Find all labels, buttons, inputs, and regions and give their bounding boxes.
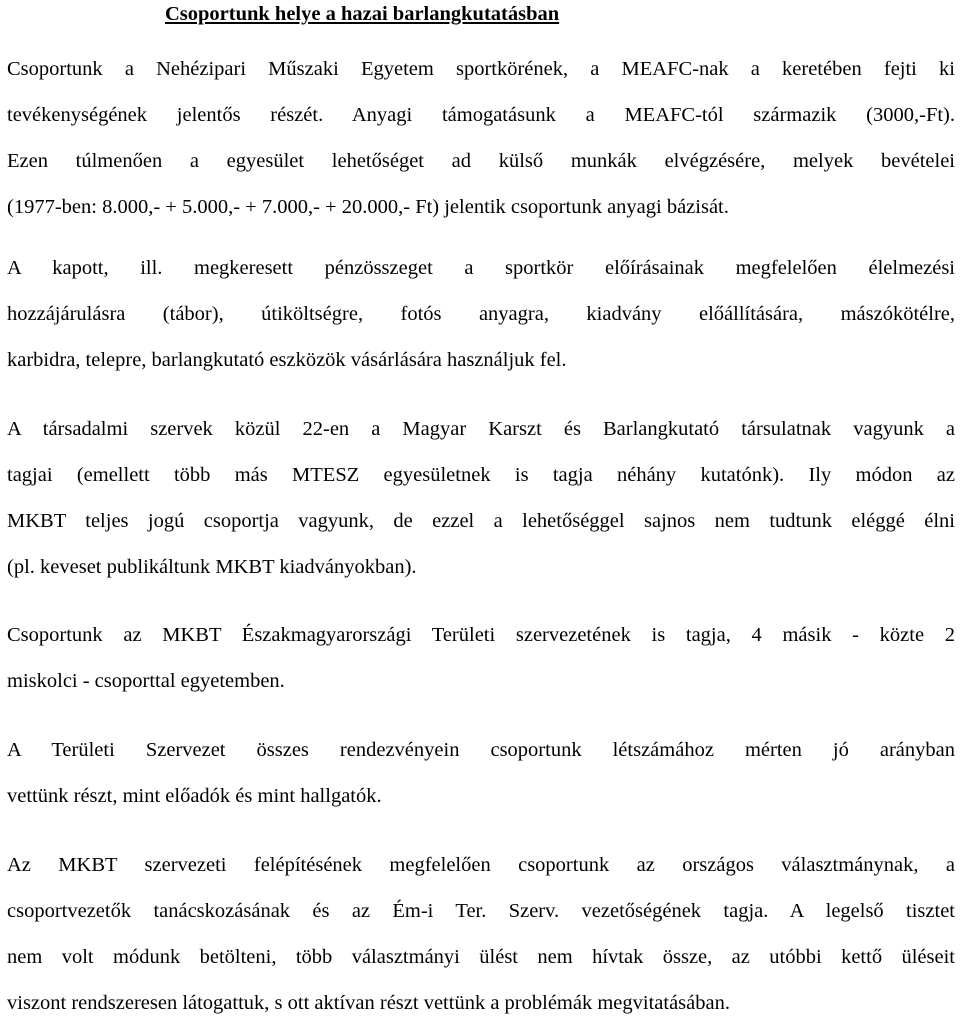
paragraph-line: csoportvezetők tanácskozásának és az Ém-i Ter. Szerv. vezetőségének tagja. A legelső tisztet [7, 900, 955, 922]
paragraph-line: miskolci - csoporttal egyetemben. [7, 670, 285, 692]
paragraph-line: (1977-ben: 8.000,- + 5.000,- + 7.000,- + 20.000,- Ft) jelentik csoportunk anyagi bázisát. [7, 196, 729, 218]
paragraph-line: A Területi Szervezet összes rendezvényein csoportunk létszámához mérten jó arányban [7, 739, 955, 761]
paragraph-line: hozzájárulásra (tábor), útiköltségre, fotós anyagra, kiadvány előállítására, mászókötélre, [7, 303, 955, 325]
paragraph-spending [7, 245, 955, 383]
paragraph-line: Az MKBT szervezeti felépítésének megfelelően csoportunk az országos választmánynak, a [7, 854, 955, 876]
paragraph-line: tevékenységének jelentős részét. Anyagi támogatásunk a MEAFC-tól származik (3000,-Ft). [7, 104, 955, 126]
paragraph-line: A társadalmi szervek közül 22-en a Magyar Karszt és Barlangkutató társulatnak vagyunk a [7, 418, 955, 440]
paragraph-line: tagjai (emellett több más MTESZ egyesületnek is tagja néhány kutatónk). Ily módon az [7, 464, 955, 486]
paragraph-line: karbidra, telepre, barlangkutató eszközök vásárlására használjuk fel. [7, 349, 567, 371]
paragraph-membership [7, 406, 955, 590]
paragraph-line: viszont rendszeresen látogattuk, s ott aktívan részt vettünk a problémák megvitatásában. [7, 992, 730, 1014]
paragraph-line: nem volt módunk betölteni, több választmányi ülést nem hívtak össze, az utóbbi kettő üléseit [7, 946, 955, 968]
paragraph-line: MKBT teljes jogú csoportja vagyunk, de ezzel a lehetőséggel sajnos nem tudtunk eléggé élni [7, 510, 955, 532]
paragraph-events [7, 727, 955, 819]
paragraph-line: A kapott, ill. megkeresett pénzösszeget a sportkör előírásainak megfelelően élelmezési [7, 257, 955, 279]
paragraph-regional-organization [7, 612, 955, 704]
paragraph-line: Ezen túlmenően a egyesület lehetőséget ad külső munkák elvégzésére, melyek bevételei [7, 150, 955, 172]
document-page [7, 0, 955, 1014]
paragraph-line: Csoportunk az MKBT Északmagyarországi Területi szervezetének is tagja, 4 másik - közte 2 [7, 624, 955, 646]
document-title: Csoportunk helye a hazai barlangkutatásban [165, 3, 560, 25]
paragraph-line: (pl. keveset publikáltunk MKBT kiadványokban). [7, 556, 417, 578]
paragraph-line: Csoportunk a Nehézipari Műszaki Egyetem sportkörének, a MEAFC-nak a keretében fejti ki [7, 58, 955, 80]
paragraph-committees [7, 842, 955, 1026]
paragraph-funding [7, 46, 955, 230]
paragraph-line: vettünk részt, mint előadók és mint hallgatók. [7, 785, 382, 807]
